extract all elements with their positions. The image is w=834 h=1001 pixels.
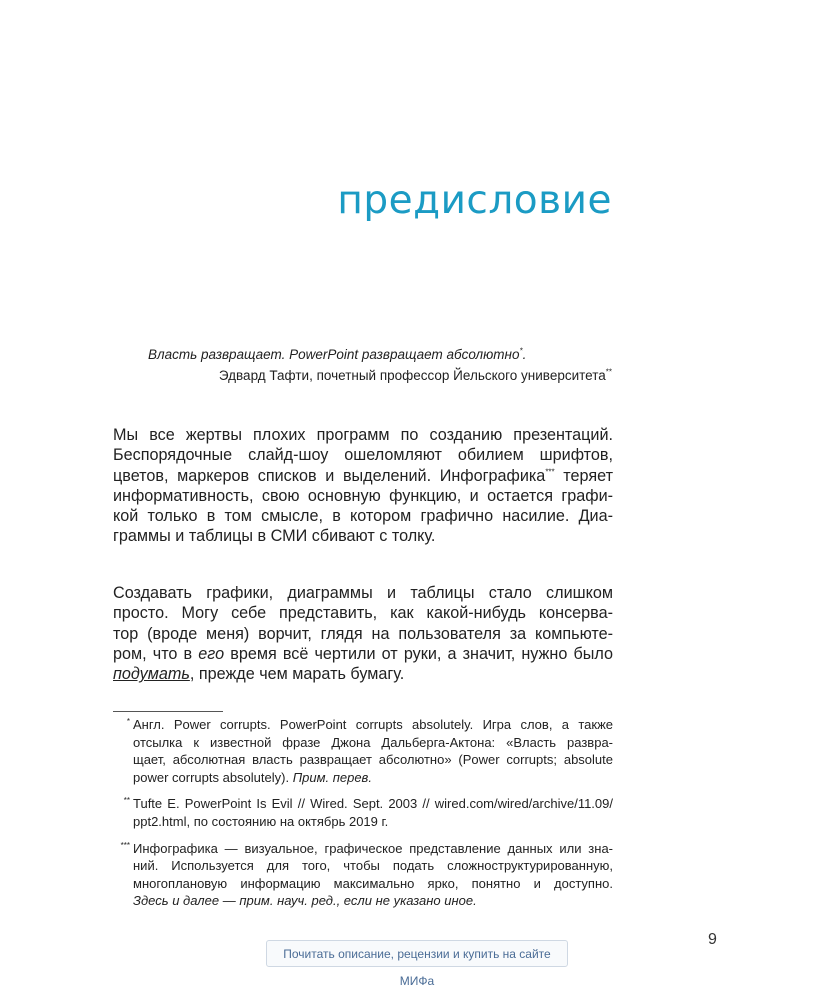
- text-line: Мы все жертвы плохих программ по созданию презентаций.: [113, 426, 613, 444]
- footnote-divider: [113, 711, 223, 712]
- footnote-line: отсылка к известной фразе Джона Дальберга-Актона: «Власть развра-: [133, 734, 613, 750]
- paragraph: [113, 425, 613, 547]
- text-line: информативность, свою основную функцию, и остается графи-: [113, 486, 613, 505]
- footnote-line: power corrupts absolutely). Прим. перев.: [133, 769, 372, 785]
- epigraph-quote: Власть развращает. PowerPoint развращает абсолютно*.: [148, 346, 527, 362]
- footnote-mark: ***: [120, 840, 130, 850]
- text-line: подумать, прежде чем марать бумагу.: [113, 665, 405, 684]
- footnote: [113, 716, 613, 786]
- text-line: цветов, маркеров списков и выделений. Инфографика*** теряет: [113, 466, 613, 485]
- emphasis: его: [198, 644, 225, 663]
- footnote-line: Tufte E. PowerPoint Is Evil // Wired. Sept. 2003 // wired.com/wired/archive/11.09/: [133, 796, 613, 812]
- text-line: Создавать графики, диаграммы и таблицы стало слишком: [113, 584, 613, 602]
- text-line: тор (вроде меня) ворчит, глядя на пользователя за компьюте-: [113, 624, 613, 643]
- epigraph-attribution: Эдвард Тафти, почетный профессор Йельского университета**: [218, 367, 612, 383]
- footnote-mark: **: [123, 796, 130, 806]
- footnote-mark: *: [126, 717, 130, 726]
- footnote-line: ppt2.html, по состоянию на октябрь 2019 г.: [133, 813, 389, 829]
- text-line: граммы и таблицы в СМИ сбивают с толку.: [113, 527, 436, 546]
- footnote-ref: **: [605, 367, 612, 377]
- text-line: кой только в том смысле, в котором графично насилие. Диа-: [113, 507, 613, 526]
- paragraph: [113, 583, 613, 684]
- footnote-ref: *: [519, 346, 523, 356]
- page-number: 9: [708, 931, 717, 948]
- chapter-title: предисловие: [337, 178, 612, 223]
- text-line: просто. Могу себе представить, как какой-нибудь консерва-: [113, 604, 613, 623]
- epigraph: [148, 344, 612, 386]
- footnote: [113, 795, 613, 830]
- buy-link-button[interactable]: Почитать описание, рецензии и купить на сайте МИФа: [266, 940, 568, 967]
- emphasis: подумать: [113, 665, 190, 684]
- footnote-ref: ***: [545, 467, 555, 477]
- footnote-line: Инфографика — визуальное, графическое представление данных или зна-: [133, 840, 613, 856]
- footnote-line: Англ. Power corrupts. PowerPoint corrupts absolutely. Игра слов, а также: [133, 717, 613, 732]
- footnote-line: ний. Используется для того, чтобы подать сложноструктурированную,: [133, 858, 613, 874]
- text-line: ром, что в его время всё чертили от руки, а значит, нужно было: [113, 644, 613, 663]
- footnote: [113, 840, 613, 910]
- footnote-line: щает, абсолютная власть развращает абсолютно» (Power corrupts; absolute: [133, 752, 613, 768]
- footnote-line: многоплановую информацию максимально ярко, понятно и доступно.: [133, 875, 613, 891]
- footnote-line: Здесь и далее — прим. науч. ред., если не указано иное.: [133, 893, 477, 909]
- text-line: Беспорядочные слайд-шоу ошеломляют обилием шрифтов,: [113, 446, 613, 465]
- footnotes: [113, 716, 613, 919]
